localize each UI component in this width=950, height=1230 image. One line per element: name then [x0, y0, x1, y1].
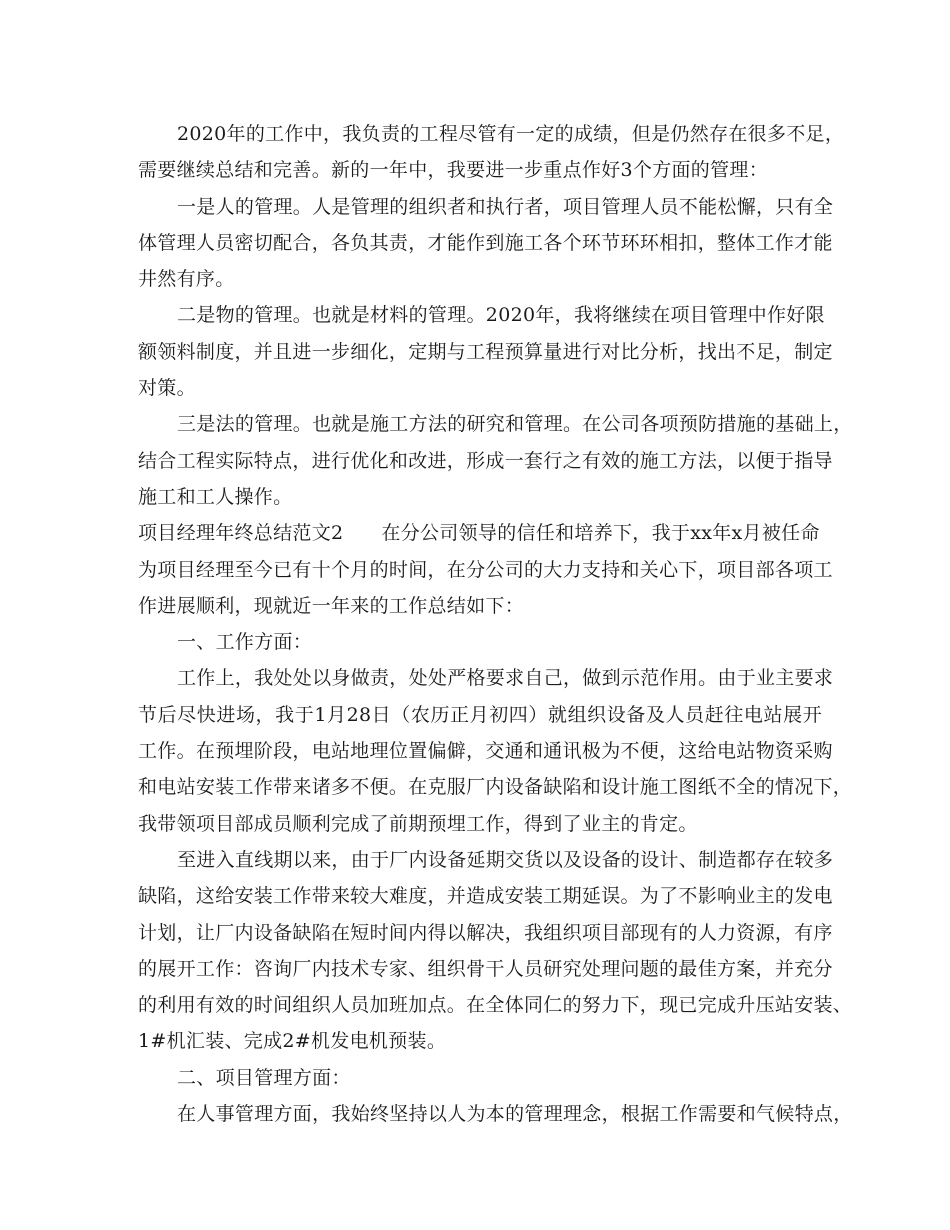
text-line: 体管理人员密切配合，各负其责，才能作到施工各个环节环环相扣，整体工作才能	[138, 231, 833, 254]
text-line: 额领料制度，并且进一步细化，定期与工程预算量进行对比分析，找出不足，制定	[138, 340, 833, 363]
text-line: 我带领项目部成员顺利完成了前期预埋工作，得到了业主的肯定。	[138, 812, 698, 835]
text-line: 的展开工作：咨询厂内技术专家、组织骨干人员研究处理问题的最佳方案，并充分	[138, 957, 833, 980]
text-line: 为项目经理至今已有十个月的时间，在分公司的大力支持和关心下，项目部各项工	[138, 558, 833, 581]
text-line: 2020年的工作中，我负责的工程尽管有一定的成绩，但是仍然存在很多不足，	[177, 123, 845, 145]
text-line: 三是法的管理。也就是施工方法的研究和管理。在公司各项预防措施的基础上，	[177, 413, 853, 436]
text-line: 对策。	[138, 377, 196, 400]
text-line: 二是物的管理。也就是材料的管理。2020年，我将继续在项目管理中作好限	[177, 304, 825, 327]
text-line: 工作。在预埋阶段，电站地理位置偏僻，交通和通讯极为不便，这给电站物资采购	[138, 740, 833, 763]
text-line: 施工和工人操作。	[138, 485, 293, 508]
section-heading-line	[138, 515, 822, 551]
subheading-work: 一、工作方面：	[177, 631, 313, 654]
text-line: 需要继续总结和完善。新的一年中，我要进一步重点作好3个方面的管理：	[138, 159, 768, 182]
text-line: 缺陷，这给安装工作带来较大难度，并造成安装工期延误。为了不影响业主的发电	[138, 885, 833, 908]
text-line: 的利用有效的时间组织人员加班加点。在全体同仁的努力下，现已完成升压站安装、	[138, 994, 853, 1017]
document-page	[138, 116, 853, 1132]
text-line: 工作上，我处处以身做责，处处严格要求自己，做到示范作用。由于业主要求	[177, 667, 834, 690]
subheading-project-management: 二、项目管理方面：	[177, 1066, 351, 1089]
text-line: 计划，让厂内设备缺陷在短时间内得以解决，我组织项目部现有的人力资源，有序	[138, 921, 833, 944]
text-line: 和电站安装工作带来诸多不便。在克服厂内设备缺陷和设计施工图纸不全的情况下，	[138, 776, 853, 799]
text-line: 节后尽快进场，我于1月28日（农历正月初四）就组织设备及人员赶往电站展开	[138, 703, 822, 726]
section-intro-text: 在分公司领导的信任和培养下，我于xx年x月被任命	[381, 522, 820, 545]
text-line: 至进入直线期以来，由于厂内设备延期交货以及设备的设计、制造都存在较多	[177, 848, 834, 871]
text-line: 结合工程实际特点，进行优化和改进，形成一套行之有效的施工方法，以便于指导	[138, 449, 833, 472]
section-title: 项目经理年终总结范文2	[138, 522, 344, 545]
text-line: 在人事管理方面，我始终坚持以人为本的管理理念，根据工作需要和气候特点，	[177, 1103, 853, 1126]
text-line: 一是人的管理。人是管理的组织者和执行者，项目管理人员不能松懈，只有全	[177, 195, 834, 218]
text-line: 1#机汇装、完成2#机发电机预装。	[138, 1030, 447, 1053]
text-line: 作进展顺利，现就近一年来的工作总结如下：	[138, 594, 525, 617]
text-line: 井然有序。	[138, 268, 235, 291]
